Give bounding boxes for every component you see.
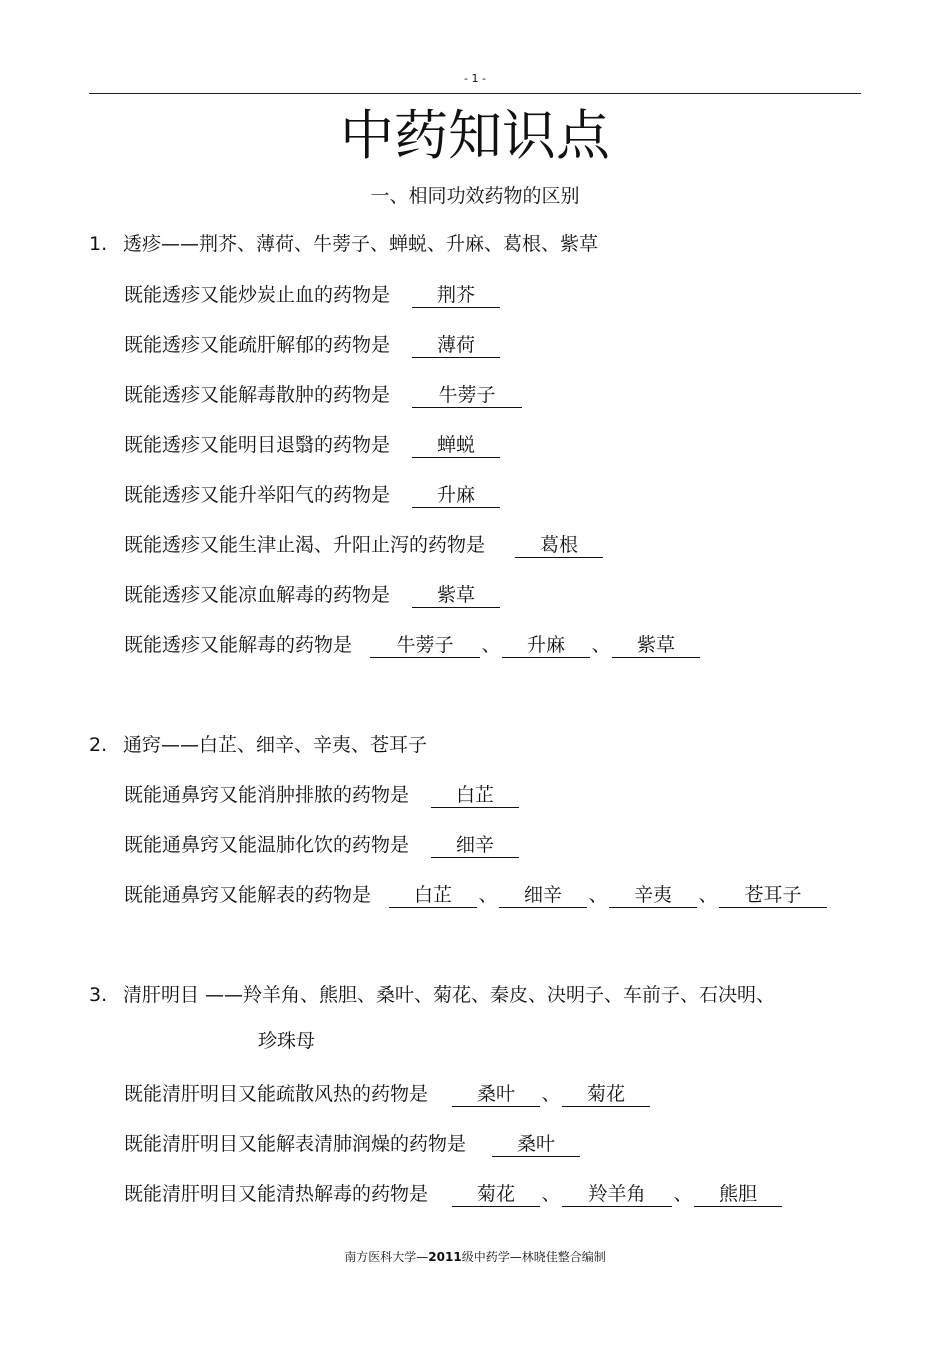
answer-blank: 桑叶 <box>492 1132 580 1157</box>
page-number: - 1 - <box>464 72 486 85</box>
section-number: 3. <box>89 984 108 1006</box>
answer-blank: 蝉蜕 <box>412 433 500 458</box>
separator: 、 <box>698 884 718 906</box>
separator: 、 <box>481 634 501 656</box>
question-line <box>124 631 700 659</box>
answer-blank: 紫草 <box>412 583 500 608</box>
question-text: 既能透疹又能生津止渴、升阳止泻的药物是 <box>124 534 486 556</box>
answer-blank: 菊花 <box>562 1082 650 1107</box>
answer-blank: 葛根 <box>515 533 603 558</box>
question-line <box>124 781 519 809</box>
section-heading <box>89 981 775 1009</box>
answer-blank: 薄荷 <box>412 333 500 358</box>
section-heading-text: 清肝明目 ——羚羊角、熊胆、桑叶、菊花、秦皮、决明子、车前子、石决明、 <box>123 984 776 1006</box>
answer-blank: 荆芥 <box>412 283 500 308</box>
answer-blank: 辛夷 <box>609 883 697 908</box>
section-number: 1. <box>89 233 108 255</box>
section-heading-continuation: 珍珠母 <box>258 1030 316 1052</box>
section-subtitle: 一、相同功效药物的区别 <box>370 185 580 207</box>
question-text: 既能透疹又能凉血解毒的药物是 <box>124 584 391 606</box>
section-number: 2. <box>89 734 108 756</box>
header-rule <box>89 93 861 94</box>
question-line <box>124 1080 650 1108</box>
answer-blank: 白芷 <box>389 883 477 908</box>
question-line <box>124 381 522 409</box>
section-heading-text: 透疹——荆芥、薄荷、牛蒡子、蝉蜕、升麻、葛根、紫草 <box>123 233 599 255</box>
question-text: 既能清肝明目又能疏散风热的药物是 <box>124 1083 429 1105</box>
separator: 、 <box>673 1183 693 1205</box>
answer-blank: 牛蒡子 <box>370 633 480 658</box>
answer-blank: 紫草 <box>612 633 700 658</box>
question-text: 既能透疹又能解毒散肿的药物是 <box>124 384 391 406</box>
question-line <box>124 281 500 309</box>
separator: 、 <box>588 884 608 906</box>
answer-blank: 白芷 <box>431 783 519 808</box>
section-heading <box>89 731 427 759</box>
question-line <box>124 881 827 909</box>
question-text: 既能清肝明目又能清热解毒的药物是 <box>124 1183 429 1205</box>
footer-year: 2011 <box>428 1250 462 1264</box>
section-heading <box>89 230 598 258</box>
question-line <box>124 831 519 859</box>
answer-blank: 牛蒡子 <box>412 383 522 408</box>
answer-blank: 菊花 <box>452 1182 540 1207</box>
answer-blank: 羚羊角 <box>562 1182 672 1207</box>
footer-suffix: 级中药学—林晓佳整合编制 <box>461 1250 606 1264</box>
question-line <box>124 1180 782 1208</box>
answer-blank: 细辛 <box>499 883 587 908</box>
document-title: 中药知识点 <box>340 104 610 167</box>
question-text: 既能透疹又能升举阳气的药物是 <box>124 484 391 506</box>
question-line <box>124 331 500 359</box>
question-text: 既能透疹又能解毒的药物是 <box>124 634 353 656</box>
separator: 、 <box>478 884 498 906</box>
footer-prefix: 南方医科大学— <box>344 1250 429 1264</box>
answer-blank: 苍耳子 <box>719 883 827 908</box>
question-line <box>124 431 500 459</box>
answer-blank: 熊胆 <box>694 1182 782 1207</box>
question-text: 既能透疹又能疏肝解郁的药物是 <box>124 334 391 356</box>
question-text: 既能清肝明目又能解表清肺润燥的药物是 <box>124 1133 467 1155</box>
question-line <box>124 481 500 509</box>
separator: 、 <box>591 634 611 656</box>
question-line <box>124 531 603 559</box>
section-heading-text: 通窍——白芷、细辛、辛夷、苍耳子 <box>123 734 428 756</box>
question-text: 既能透疹又能明目退翳的药物是 <box>124 434 391 456</box>
question-text: 既能透疹又能炒炭止血的药物是 <box>124 284 391 306</box>
question-line <box>124 581 500 609</box>
separator: 、 <box>541 1083 561 1105</box>
answer-blank: 升麻 <box>502 633 590 658</box>
answer-blank: 细辛 <box>431 833 519 858</box>
question-text: 既能通鼻窍又能解表的药物是 <box>124 884 372 906</box>
question-text: 既能通鼻窍又能消肿排脓的药物是 <box>124 784 410 806</box>
page-footer <box>0 1248 950 1265</box>
question-line <box>124 1130 580 1158</box>
answer-blank: 桑叶 <box>452 1082 540 1107</box>
question-text: 既能通鼻窍又能温肺化饮的药物是 <box>124 834 410 856</box>
separator: 、 <box>541 1183 561 1205</box>
answer-blank: 升麻 <box>412 483 500 508</box>
